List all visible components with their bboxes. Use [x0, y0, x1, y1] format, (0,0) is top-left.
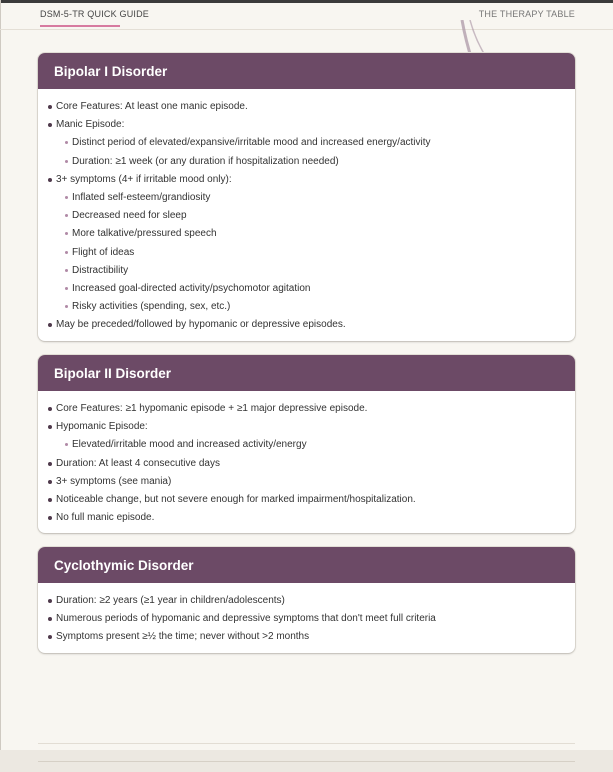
list-item: Hypomanic Episode:	[46, 418, 559, 436]
sub-list-item: Inflated self-esteem/grandiosity	[46, 189, 559, 207]
page-edge	[0, 0, 1, 772]
criteria-list	[46, 400, 559, 527]
sub-list-item: Distractibility	[46, 262, 559, 280]
footer-rule	[38, 761, 575, 762]
list-item: No full manic episode.	[46, 509, 559, 527]
list-item: Symptoms present ≥½ the time; never without >2 months	[46, 628, 559, 646]
section-card-bipolar-i	[38, 53, 575, 341]
list-item: Core Features: ≥1 hypomanic episode + ≥1 major depressive episode.	[46, 400, 559, 418]
sub-list-item: Risky activities (spending, sex, etc.)	[46, 298, 559, 316]
list-item: Noticeable change, but not severe enough for marked impairment/hospitalization.	[46, 491, 559, 509]
brand-name: THE THERAPY TABLE	[478, 9, 575, 19]
guide-title: DSM-5-TR QUICK GUIDE	[40, 9, 150, 19]
sub-list-item: Increased goal-directed activity/psychomotor agitation	[46, 280, 559, 298]
list-item: 3+ symptoms (see mania)	[46, 473, 559, 491]
section-card-bipolar-ii	[38, 355, 575, 533]
sub-list-item: Distinct period of elevated/expansive/irritable mood and increased energy/activity	[46, 134, 559, 152]
section-title: Bipolar I Disorder	[38, 53, 575, 89]
section-title: Bipolar II Disorder	[38, 355, 575, 391]
sub-list-item: Elevated/irritable mood and increased activity/energy	[46, 436, 559, 454]
sub-list-item: More talkative/pressured speech	[46, 225, 559, 243]
section-card-cyclothymic	[38, 547, 575, 653]
criteria-list	[46, 98, 559, 335]
criteria-list	[46, 592, 559, 647]
list-item: May be preceded/followed by hypomanic or depressive episodes.	[46, 316, 559, 334]
footer-divider	[38, 743, 575, 744]
list-item: Numerous periods of hypomanic and depressive symptoms that don't meet full criteria	[46, 610, 559, 628]
sub-list-item: Duration: ≥1 week (or any duration if hospitalization needed)	[46, 153, 559, 171]
section-title: Cyclothymic Disorder	[38, 547, 575, 583]
list-item: Duration: At least 4 consecutive days	[46, 455, 559, 473]
list-item: 3+ symptoms (4+ if irritable mood only):	[46, 171, 559, 189]
header-accent-line	[40, 25, 120, 27]
list-item: Core Features: At least one manic episode.	[46, 98, 559, 116]
sub-list-item: Flight of ideas	[46, 244, 559, 262]
list-item: Duration: ≥2 years (≥1 year in children/adolescents)	[46, 592, 559, 610]
list-item: Manic Episode:	[46, 116, 559, 134]
sub-list-item: Decreased need for sleep	[46, 207, 559, 225]
